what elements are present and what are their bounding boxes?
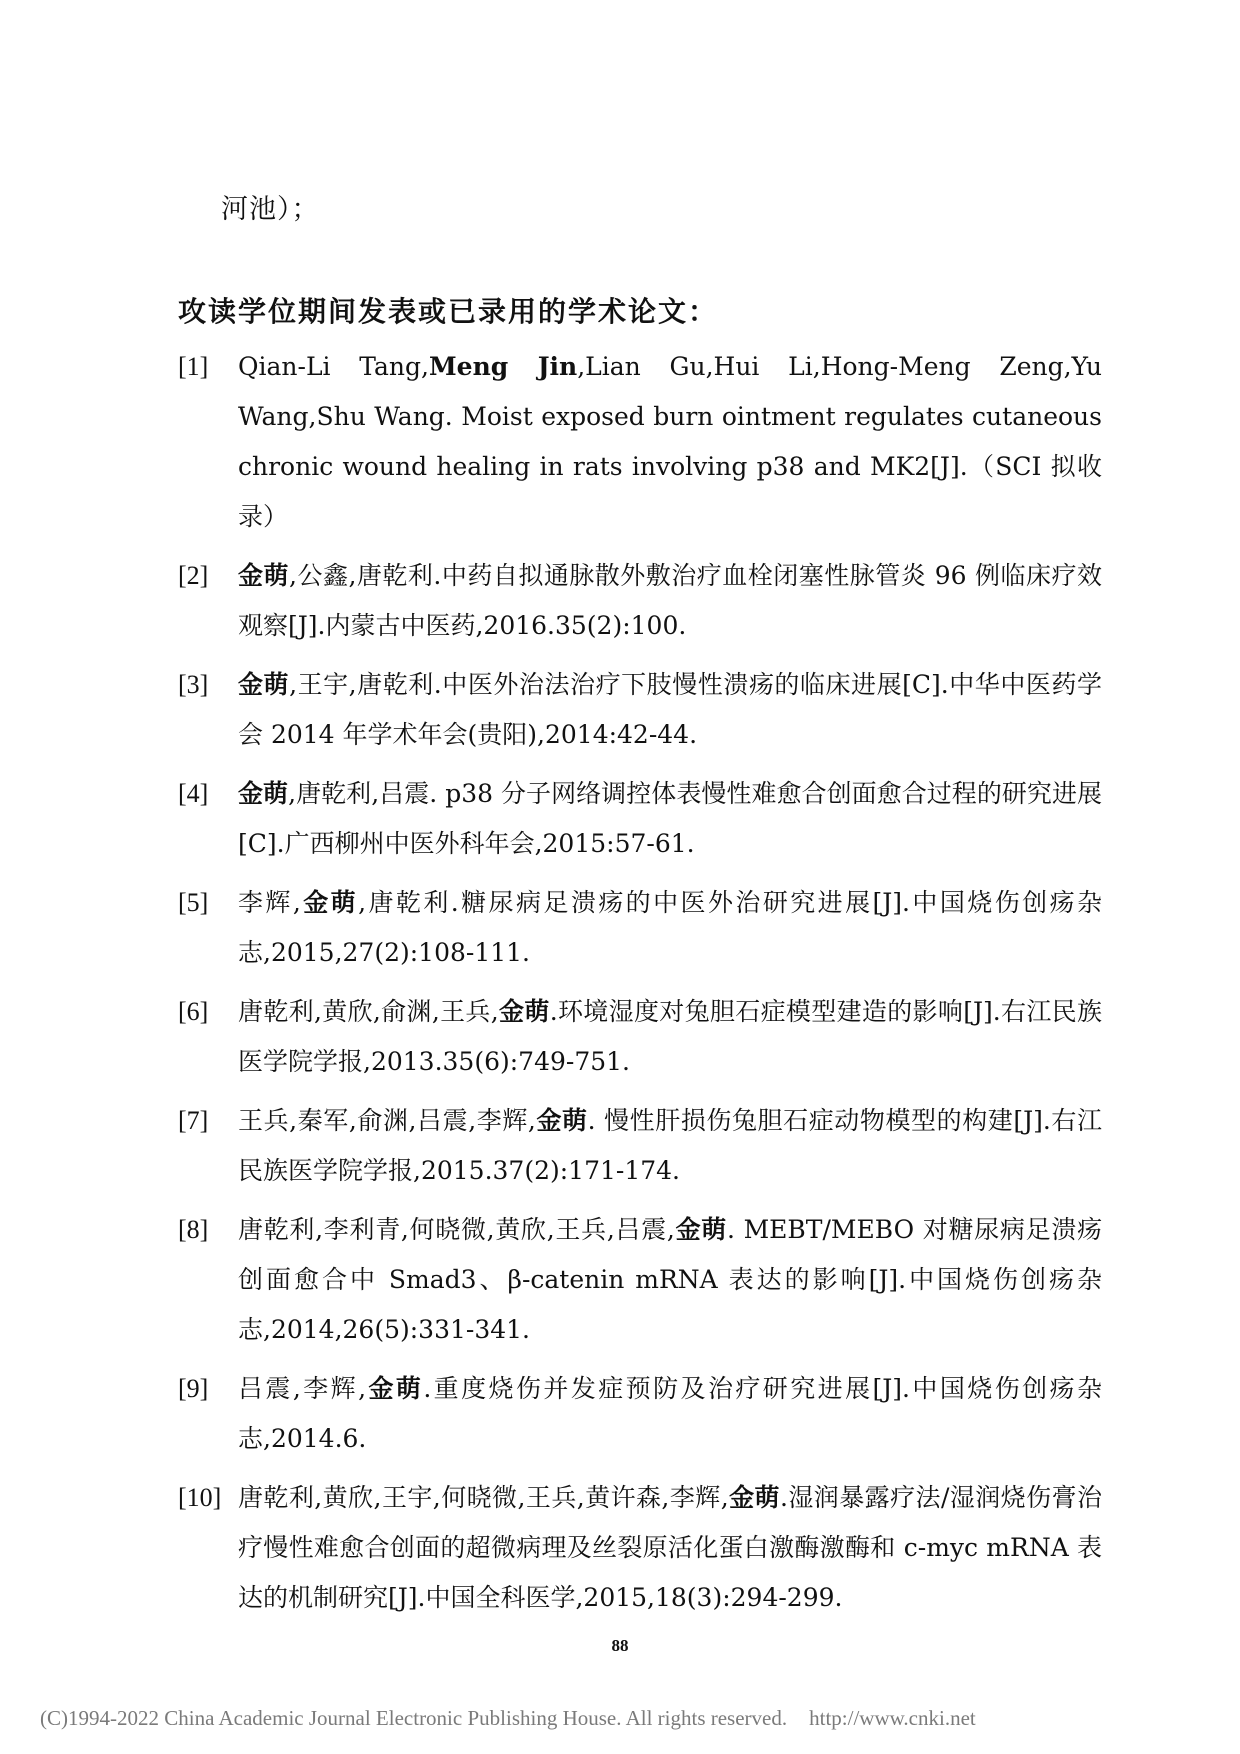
reference-text [238, 997, 1102, 1076]
reference-number: [3] [178, 670, 209, 699]
highlighted-author: 金萌 [728, 1483, 780, 1512]
reference-segment: 唐乾利,黄欣,王宇,何晓微,王兵,黄许森,李辉, [238, 1483, 729, 1512]
reference-segment: ,Lian Gu,Hui Li,Hong-Meng Zeng,Yu Wang,Shu Wang. Moist exposed burn ointment regulates cutaneous chronic wound healing in rats involving p38 and MK2[J].（SCI 拟收录） [238, 352, 1102, 531]
reference-segment: ,公鑫,唐乾利.中药自拟通脉散外敷治疗血栓闭塞性脉管炎 96 例临床疗效观察[J].内蒙古中医药,2016.35(2):100. [238, 561, 1102, 640]
reference-segment: . 慢性肝损伤兔胆石症动物模型的构建[J].右江民族医学院学报,2015.37(2):171-174. [238, 1106, 1102, 1185]
reference-text [238, 352, 1102, 531]
reference-number: [2] [178, 561, 209, 590]
reference-item [178, 878, 1102, 978]
reference-number: [10] [178, 1483, 222, 1512]
footer-url[interactable]: http://www.cnki.net [809, 1706, 976, 1730]
reference-segment: . MEBT/MEBO 对糖尿病足溃疡创面愈合中 Smad3、β-catenin mRNA 表达的影响[J].中国烧伤创疡杂志,2014,26(5):331-341. [238, 1215, 1102, 1344]
reference-item [178, 769, 1102, 869]
reference-segment: .环境湿度对兔胆石症模型建造的影响[J].右江民族医学院学报,2013.35(6):749-751. [238, 997, 1102, 1076]
reference-segment: 吕震,李辉, [238, 1374, 367, 1403]
highlighted-author: 金萌 [300, 888, 359, 917]
reference-number: [8] [178, 1215, 209, 1244]
reference-segment: .湿润暴露疗法/湿润烧伤膏治疗慢性难愈合创面的超微病理及丝裂原活化蛋白激酶激酶和 c-myc mRNA 表达的机制研究[J].中国全科医学,2015,18(3):294-299. [238, 1483, 1102, 1612]
reference-text [238, 561, 1102, 640]
reference-segment: 唐乾利,黄欣,俞渊,王兵, [238, 997, 499, 1026]
reference-segment: ,唐乾利.糖尿病足溃疡的中医外治研究进展[J].中国烧伤创疡杂志,2015,27(2):108-111. [238, 888, 1102, 967]
highlighted-author: 金萌 [535, 1106, 588, 1135]
reference-list [178, 342, 1102, 1632]
reference-item [178, 1364, 1102, 1464]
reference-number: [1] [178, 352, 209, 381]
reference-text [238, 779, 1102, 858]
reference-segment: .重度烧伤并发症预防及治疗研究进展[J].中国烧伤创疡杂志,2014.6. [238, 1374, 1102, 1453]
highlighted-author: 金萌 [238, 779, 289, 808]
reference-item [178, 660, 1102, 760]
highlighted-author: 金萌 [238, 670, 290, 699]
copyright-text: (C)1994-2022 China Academic Journal Electronic Publishing House. All rights reserved. [40, 1706, 788, 1730]
highlighted-author: 金萌 [674, 1215, 727, 1244]
reference-segment: ,唐乾利,吕震. p38 分子网络调控体表慢性难愈合创面愈合过程的研究进展[C].广西柳州中医外科年会,2015:57-61. [238, 779, 1102, 858]
reference-text [238, 670, 1102, 749]
reference-text [238, 1374, 1102, 1453]
reference-item [178, 342, 1102, 542]
reference-number: [7] [178, 1106, 209, 1135]
reference-segment: 李辉, [238, 888, 301, 917]
reference-item [178, 987, 1102, 1087]
reference-item [178, 551, 1102, 651]
reference-text [238, 1483, 1102, 1612]
reference-segment: ,王宇,唐乾利.中医外治法治疗下肢慢性溃疡的临床进展[C].中华中医药学会 2014 年学术年会(贵阳),2014:42-44. [238, 670, 1102, 749]
reference-number: [5] [178, 888, 209, 917]
copyright-footer [40, 1706, 976, 1731]
page-number: 88 [611, 1636, 629, 1655]
section-heading: 攻读学位期间发表或已录用的学术论文： [178, 295, 719, 328]
reference-item [178, 1473, 1102, 1623]
reference-segment: Qian-Li Tang, [238, 352, 429, 381]
continuation-text: 河池）； [221, 194, 320, 225]
reference-item [178, 1205, 1102, 1355]
reference-text [238, 1215, 1102, 1344]
reference-text [238, 1106, 1102, 1185]
reference-text [238, 888, 1102, 967]
highlighted-author: 金萌 [498, 997, 550, 1026]
reference-segment: 王兵,秦军,俞渊,吕震,李辉, [238, 1106, 536, 1135]
reference-number: [9] [178, 1374, 209, 1403]
reference-segment: 唐乾利,李利青,何晓微,黄欣,王兵,吕震, [238, 1215, 675, 1244]
reference-item [178, 1096, 1102, 1196]
reference-number: [4] [178, 779, 209, 808]
highlighted-author: 金萌 [366, 1374, 424, 1403]
highlighted-author: 金萌 [238, 561, 289, 590]
highlighted-author: Meng Jin [428, 352, 578, 381]
reference-number: [6] [178, 997, 209, 1026]
